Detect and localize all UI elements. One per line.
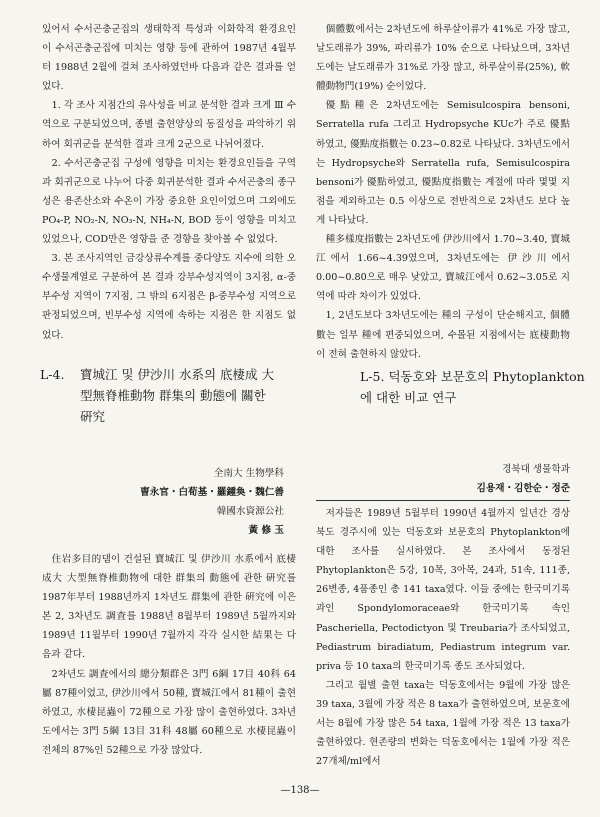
- paragraph: 住岩多目的댐이 건설된 寶城江 및 伊沙川 水系에서 底棲成大 大型無脊椎動物에 대한 群集의 動態에 관한 硏究를 1987年부터 1988년까지 1차년도 群集에 관한 硏究에 이은 본 2, 3차년도 調査를 1988년 8월부터 1989년 5월까지와 1989년 11월부터 1990년 7월까지 각각 실시한 結果는 다음과 같다.: [42, 554, 296, 661]
- paragraph: 있어서 수서곤충군집의 생태학적 특성과 이화학적 환경요인이 수서곤충군집에 미치는 영향 등에 관하여 1987년 4월부터 1988년 2월에 걸쳐 조사하였던바 다음과 같은 결과를 얻었다.: [42, 24, 296, 93]
- paragraph: 2차년도 調査에서의 總分類群은 3門 6綱 17目 40科 64屬 87種이었고, 伊沙川에서 50種, 寶城江에서 81種이 출현하였고, 水棲昆蟲이 72種으로 가장 많이 출현하였다. 3차년도에서는 3門 5綱 13目 31科 48屬 60種으로 水棲昆蟲이 전체의 87%인 52種으로 가장 많았다.: [42, 668, 296, 756]
- paragraph: 3. 본 조사지역인 금강상류수계를 중다양도 지수에 의한 오수생물계열로 구분하여 본 결과 강부수성지역이 3지점, α-중부수성 지역이 7지점, 그 밖의 6지점은 β-중부수성 지역으로 판정되었으며, 빈부수성 지역에 속하는 지점은 한 지점도 없었다.: [42, 253, 296, 341]
- section-number: L-4.: [40, 367, 65, 382]
- paragraph: 저자들은 1989년 5월부터 1990년 4월까지 일년간 경상북도 경주시에 있는 덕동호와 보문호의 Phytoplankton에 대한 조사를 실시하였다. 본 조사에서 동정된 Phytoplankton은 5강, 10목, 3아목, 24과, 51속, 111종, 26변종, 4품종인 총 141 taxa였다. 이들 중에는 한국미기록 과인 Spondylomoraceae와 한국미기록 속인 Pascheriella, Pectodictyon 및 Treubaria가 조사되었고, Pediastrum biradiatum, Pediastrum integrum var. priva 등 10 taxa의 한국미기록 종도 조사되었다.: [316, 508, 570, 672]
- paragraph: 種多樣度指數는 2차년도에 伊沙川에서 1.70~3.40, 寶城江에서 1.66~4.39였으며, 3차년도에는 伊沙川에서 0.00~0.80으로 매우 낮았고, 寶城江에서 0.62~3.05로 지역에 따라 차이가 있었다.: [316, 234, 570, 303]
- paragraph: 個體數에서는 2차년도에 하루살이류가 41%로 가장 많고, 날도래류가 39%, 파리류가 10% 순으로 나타났으며, 3차년도에는 날도래류가 31%로 가장 많고, 하루살이류(25%), 軟體動物門(19%) 순이었다.: [316, 24, 570, 93]
- section-title-line: 寶城江 및 伊沙川 水系의 底棲成 大: [80, 367, 275, 382]
- section-heading-l5: [360, 366, 590, 408]
- authors: 김용재・김한순・정준: [476, 483, 570, 494]
- page-number: —138—: [280, 785, 320, 796]
- section-heading-l4: [40, 364, 302, 427]
- authors: 黃 修 玉: [248, 525, 284, 536]
- paragraph: 그리고 월별 출현 taxa는 덕동호에서는 9월에 가장 많은 39 taxa, 3월에 가장 적은 8 taxa가 출현하였으며, 보문호에서는 8월에 가장 많은 54 taxa, 1월에 가장 적은 13 taxa가 출현하였다. 현존량의 변화는 덕동호에서는 1월에 가장 적은 27개체/ml에서: [316, 679, 570, 768]
- affiliation: 韓國水資源公社: [216, 506, 284, 517]
- right-column-top: [316, 20, 570, 364]
- affiliation: 全南大 生物學科: [213, 468, 284, 479]
- paragraph: 1. 각 조사 지점간의 유사성을 비교 분석한 결과 크게 Ⅲ 수역으로 구분되었으며, 종별 출현양상의 동질성을 파악하기 위하여 회귀군을 분석한 결과 크게 2군으로 나뉘어졌다.: [42, 100, 296, 150]
- right-column-bottom: [316, 504, 570, 771]
- section-title-line: 硏究: [80, 409, 106, 424]
- paragraph: 1, 2년도보다 3차년도에는 種의 구성이 단순해지고, 個體數는 일부 種에 편중되었으며, 수몰된 지점에서는 底棲動物이 전혀 출현하지 않았다.: [316, 310, 570, 360]
- section-title-line: 型無脊椎動物 群集의 動態에 關한: [80, 388, 266, 403]
- authors: 曺永官・白荀基・羅鍾奐・魏仁善: [140, 487, 284, 498]
- section-title-line: 에 대한 비교 연구: [360, 390, 457, 405]
- section-number: L-5.: [360, 369, 385, 384]
- affiliation: 경북대 생물학과: [502, 464, 570, 475]
- divider: [316, 500, 570, 501]
- paragraph: 2. 수서곤충군집 구성에 영향을 미치는 환경요인들을 구역과 회귀군으로 나누어 다중 회귀분석한 결과 수서곤충의 종구성은 용존산소와 수온이 가장 중요한 요인이었으며 그외에도 PO₄-P, NO₂-N, NO₃-N, NH₄-N, BOD 등이 영향을 미치고 있었으나, COD만은 영향을 준 경향을 찾아볼 수 없었다.: [42, 157, 296, 246]
- left-column-bottom: [42, 550, 296, 760]
- author-block-l5: [316, 460, 570, 498]
- section-title-line: 덕동호와 보문호의 Phytoplankton: [388, 369, 585, 384]
- paragraph: 優點種은 2차년도에는 Semisulcospira bensoni, Serratella rufa 그리고 Hydropsyche KUc가 주로 優點하였고, 優點度指數는 0.23~0.82로 나타났다. 3차년도에서는 Hydropsyche와 Serratella rufa, Semisulcospira bensoni가 優點하였고, 優點度指數는 계절에 따라 몇몇 지점을 제외하고는 0.5 이상으로 전반적으로 2차년도 보다 높게 나타났다.: [316, 100, 570, 226]
- left-column-top: [42, 20, 296, 345]
- author-block-l4: [140, 464, 284, 540]
